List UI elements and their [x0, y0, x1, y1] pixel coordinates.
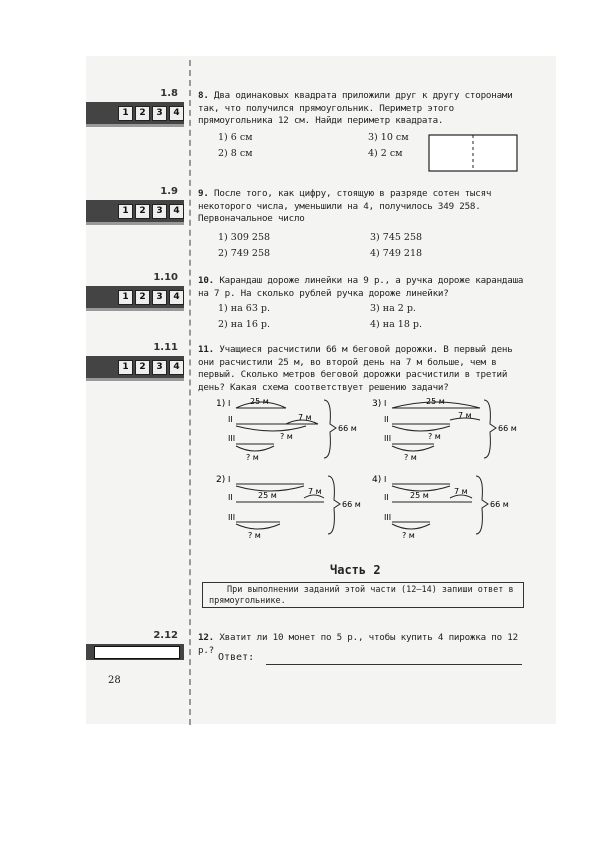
- row-label-iii: III: [384, 513, 392, 522]
- answer-options-bar: [86, 286, 184, 311]
- brace-unknown: [392, 426, 450, 431]
- answer-options-bar: [86, 102, 184, 127]
- total-brace: [484, 400, 496, 458]
- answer-box-3[interactable]: 3: [152, 360, 167, 375]
- unknown-length: ? м: [280, 432, 293, 441]
- row-label-ii: II: [228, 493, 233, 502]
- task-number: 11.: [198, 344, 214, 355]
- scheme-label: 2): [216, 475, 226, 485]
- first-day-length: 25 м: [426, 397, 445, 406]
- option-4[interactable]: 4) на 18 р.: [370, 319, 422, 330]
- answer-options-bar: [86, 356, 184, 381]
- third-day-unknown: ? м: [246, 453, 259, 462]
- answer-label: Ответ:: [218, 652, 255, 663]
- task-number: 8.: [198, 90, 209, 101]
- task-9: [198, 188, 530, 226]
- row-label-iii: III: [228, 434, 236, 443]
- total-length: 66 м: [338, 424, 357, 433]
- third-day-unknown: ? м: [404, 453, 417, 462]
- answer-box-1[interactable]: 1: [118, 106, 133, 121]
- scheme-2[interactable]: [214, 472, 361, 540]
- part-2-instruction: При выполнении заданий этой части (12–14) запиши ответ в прямоугольнике.: [202, 582, 524, 608]
- answer-input[interactable]: [94, 646, 180, 659]
- total-length: 66 м: [490, 500, 509, 509]
- answer-block-1-11: [86, 342, 186, 382]
- scheme-label: 3): [372, 399, 382, 409]
- answer-block-1-9: [86, 186, 186, 226]
- option-2[interactable]: 2) 749 258: [218, 248, 271, 259]
- row-label-ii: II: [384, 415, 389, 424]
- total-brace: [476, 476, 488, 534]
- answer-line[interactable]: [266, 664, 522, 665]
- rectangle-diagram: [428, 134, 520, 174]
- total-brace: [328, 476, 340, 534]
- answer-block-label: 1.8: [160, 88, 178, 99]
- row-label-iii: III: [384, 434, 392, 443]
- row-label-i: I: [384, 399, 387, 408]
- row-label-ii: II: [228, 415, 233, 424]
- page-number: 28: [108, 675, 121, 686]
- page-divider: [189, 60, 191, 725]
- scheme-1[interactable]: [214, 396, 357, 464]
- answer-box-2[interactable]: 2: [135, 204, 150, 219]
- answer-box-4[interactable]: 4: [169, 360, 184, 375]
- diff-length: 7 м: [298, 413, 312, 422]
- answer-field-bar: [86, 644, 184, 660]
- task-text: После того, как цифру, стоящую в разряде сотен тысяч некоторого числа, уменьшили на 4, получилось 349 258. Первоначальное число: [198, 188, 492, 224]
- option-1[interactable]: 1) на 63 р.: [218, 303, 270, 314]
- answer-block-label: 2.12: [153, 630, 178, 641]
- brace-third: [236, 524, 280, 529]
- task-10: [198, 275, 530, 300]
- option-3[interactable]: 3) на 2 р.: [370, 303, 416, 314]
- row-label-i: I: [384, 475, 387, 484]
- task-number: 10.: [198, 275, 214, 286]
- answer-box-4[interactable]: 4: [169, 204, 184, 219]
- answer-block-2-12: [86, 630, 186, 666]
- option-4[interactable]: 4) 2 см: [368, 148, 403, 159]
- diff-length: 7 м: [308, 487, 322, 496]
- row-label-iii: III: [228, 513, 236, 522]
- answer-block-label: 1.10: [153, 272, 178, 283]
- task-text: Хватит ли 10 монет по 5 р., чтобы купить 4 пирожка по 12 р.?: [198, 632, 518, 656]
- task-text: Карандаш дороже линейки на 9 р., а ручка дороже карандаша на 7 р. На сколько рублей ручка дороже линейки?: [198, 275, 524, 299]
- third-day-unknown: ? м: [248, 531, 261, 540]
- brace-third: [236, 446, 274, 451]
- answer-block-1-10: [86, 272, 186, 312]
- option-4[interactable]: 4) 749 218: [370, 248, 423, 259]
- answer-box-2[interactable]: 2: [135, 290, 150, 305]
- part-2-title: Часть 2: [330, 563, 381, 577]
- answer-box-1[interactable]: 1: [118, 204, 133, 219]
- option-2[interactable]: 2) 8 см: [218, 148, 253, 159]
- diff-length: 7 м: [458, 411, 472, 420]
- option-3[interactable]: 3) 10 см: [368, 132, 409, 143]
- total-length: 66 м: [342, 500, 361, 509]
- task-number: 12.: [198, 632, 214, 643]
- task-text: Два одинаковых квадрата приложили друг к другу сторонами так, что получился прямоугольник. Периметр этого прямоугольника 12 см. Найди периметр квадрата.: [198, 90, 513, 126]
- answer-box-2[interactable]: 2: [135, 106, 150, 121]
- scheme-3[interactable]: [370, 396, 520, 464]
- total-length: 66 м: [498, 424, 517, 433]
- task-8-options: [218, 132, 428, 162]
- answer-box-2[interactable]: 2: [135, 360, 150, 375]
- row-label-ii: II: [384, 493, 389, 502]
- scheme-label: 4): [372, 475, 382, 485]
- task-11: [198, 344, 530, 394]
- task-number: 9.: [198, 188, 209, 199]
- answer-block-label: 1.9: [160, 186, 178, 197]
- option-3[interactable]: 3) 745 258: [370, 232, 423, 243]
- answer-options-bar: [86, 200, 184, 225]
- third-day-unknown: ? м: [402, 531, 415, 540]
- first-day-length: 25 м: [410, 491, 429, 500]
- unknown-length: ? м: [428, 432, 441, 441]
- scheme-4[interactable]: [370, 472, 520, 540]
- row-label-i: I: [228, 475, 231, 484]
- answer-box-3[interactable]: 3: [152, 106, 167, 121]
- first-day-length: 25 м: [250, 397, 269, 406]
- answer-box-3[interactable]: 3: [152, 290, 167, 305]
- answer-box-1[interactable]: 1: [118, 360, 133, 375]
- answer-box-4[interactable]: 4: [169, 106, 184, 121]
- task-9-options: [218, 232, 438, 262]
- option-1[interactable]: 1) 6 см: [218, 132, 253, 143]
- task-10-options: [218, 303, 438, 333]
- row-label-i: I: [228, 399, 231, 408]
- first-day-length: 25 м: [258, 491, 277, 500]
- brace-third: [392, 524, 430, 529]
- option-2[interactable]: 2) на 16 р.: [218, 319, 270, 330]
- task-text: Учащиеся расчистили 66 м беговой дорожки. В первый день они расчистили 25 м, во второй день на 7 м больше, чем в первый. Сколько метров беговой дорожки расчистили в третий день? Какая схема соответствует решению задачи?: [198, 344, 513, 393]
- brace-unknown: [236, 426, 306, 431]
- total-brace: [324, 400, 336, 458]
- diff-length: 7 м: [454, 487, 468, 496]
- option-1[interactable]: 1) 309 258: [218, 232, 271, 243]
- scheme-label: 1): [216, 399, 226, 409]
- brace-third: [392, 446, 434, 451]
- answer-block-1-8: [86, 88, 186, 128]
- answer-block-label: 1.11: [153, 342, 178, 353]
- answer-box-3[interactable]: 3: [152, 204, 167, 219]
- task-8: [198, 90, 530, 128]
- answer-box-1[interactable]: 1: [118, 290, 133, 305]
- answer-box-4[interactable]: 4: [169, 290, 184, 305]
